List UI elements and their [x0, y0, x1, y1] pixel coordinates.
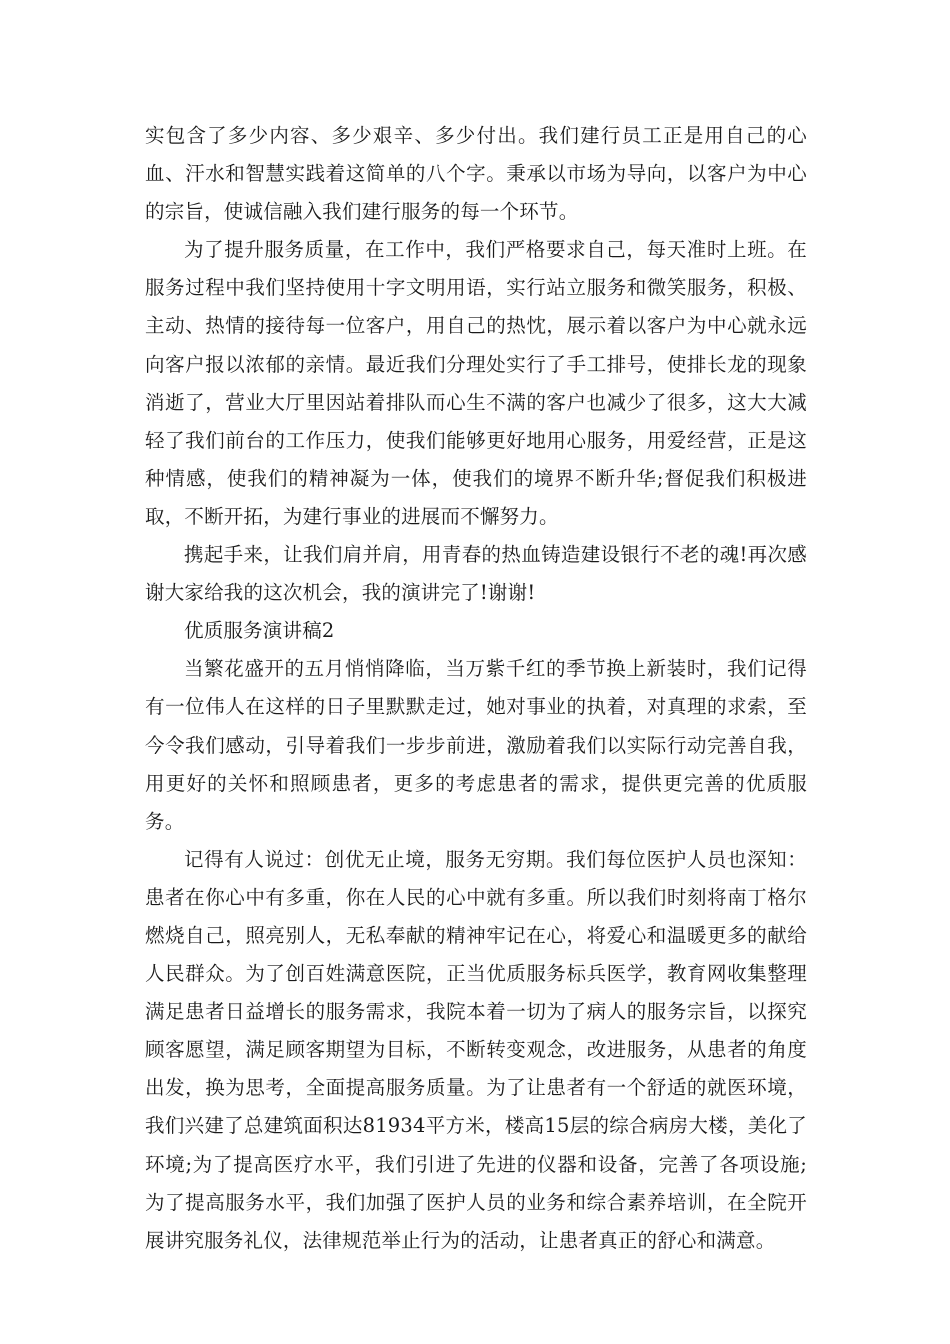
paragraph-may-intro: 当繁花盛开的五月悄悄降临，当万紫千红的季节换上新装时，我们记得有一位伟人在这样的日子里默默走过，她对事业的执着，对真理的求索，至今令我们感动，引导着我们一步步前进，激励着我们以实际行动完善自我，用更好的关怀和照顾患者，更多的考虑患者的需求，提供更完善的优质服务。	[145, 657, 807, 833]
paragraph-closing: 携起手来，让我们肩并肩，用青春的热血铸造建设银行不老的魂!再次感谢大家给我的这次机会，我的演讲完了!谢谢!	[145, 543, 807, 605]
document-body	[145, 117, 807, 1260]
paragraph-hospital-service: 记得有人说过：创优无止境，服务无穷期。我们每位医护人员也深知：患者在你心中有多重，你在人民的心中就有多重。所以我们时刻将南丁格尔燃烧自己，照亮别人，无私奉献的精神牢记在心，将爱心和温暖更多的献给人民群众。为了创百姓满意医院，正当优质服务标兵医学，教育网收集整理满足患者日益增长的服务需求，我院本着一切为了病人的服务宗旨，以探究顾客愿望，满足顾客期望为目标，不断转变观念，改进服务，从患者的角度出发，换为思考，全面提高服务质量。为了让患者有一个舒适的就医环境，我们兴建了总建筑面积达81934平方米，楼高15层的综合病房大楼，美化了环境;为了提高医疗水平，我们引进了先进的仪器和设备，完善了各项设施;为了提高服务水平，我们加强了医护人员的业务和综合素养培训，在全院开展讲究服务礼仪，法律规范举止行为的活动，让患者真正的舒心和满意。	[145, 847, 807, 1252]
paragraph-continuation: 实包含了多少内容、多少艰辛、多少付出。我们建行员工正是用自己的心血、汗水和智慧实践着这简单的八个字。秉承以市场为导向，以客户为中心的宗旨，使诚信融入我们建行服务的每一个环节。	[145, 124, 807, 224]
paragraph-service-quality: 为了提升服务质量，在工作中，我们严格要求自己，每天准时上班。在服务过程中我们坚持使用十字文明用语，实行站立服务和微笑服务，积极、主动、热情的接待每一位客户，用自己的热忱，展示着以客户为中心就永远向客户报以浓郁的亲情。最近我们分理处实行了手工排号，使排长龙的现象消逝了，营业大厅里因站着排队而心生不满的客户也减少了很多，这大大减轻了我们前台的工作压力，使我们能够更好地用心服务，用爱经营，正是这种情感，使我们的精神凝为一体，使我们的境界不断升华;督促我们积极进取，不断开拓，为建行事业的进展而不懈努力。	[145, 238, 807, 528]
section-heading: 优质服务演讲稿2	[184, 619, 335, 643]
